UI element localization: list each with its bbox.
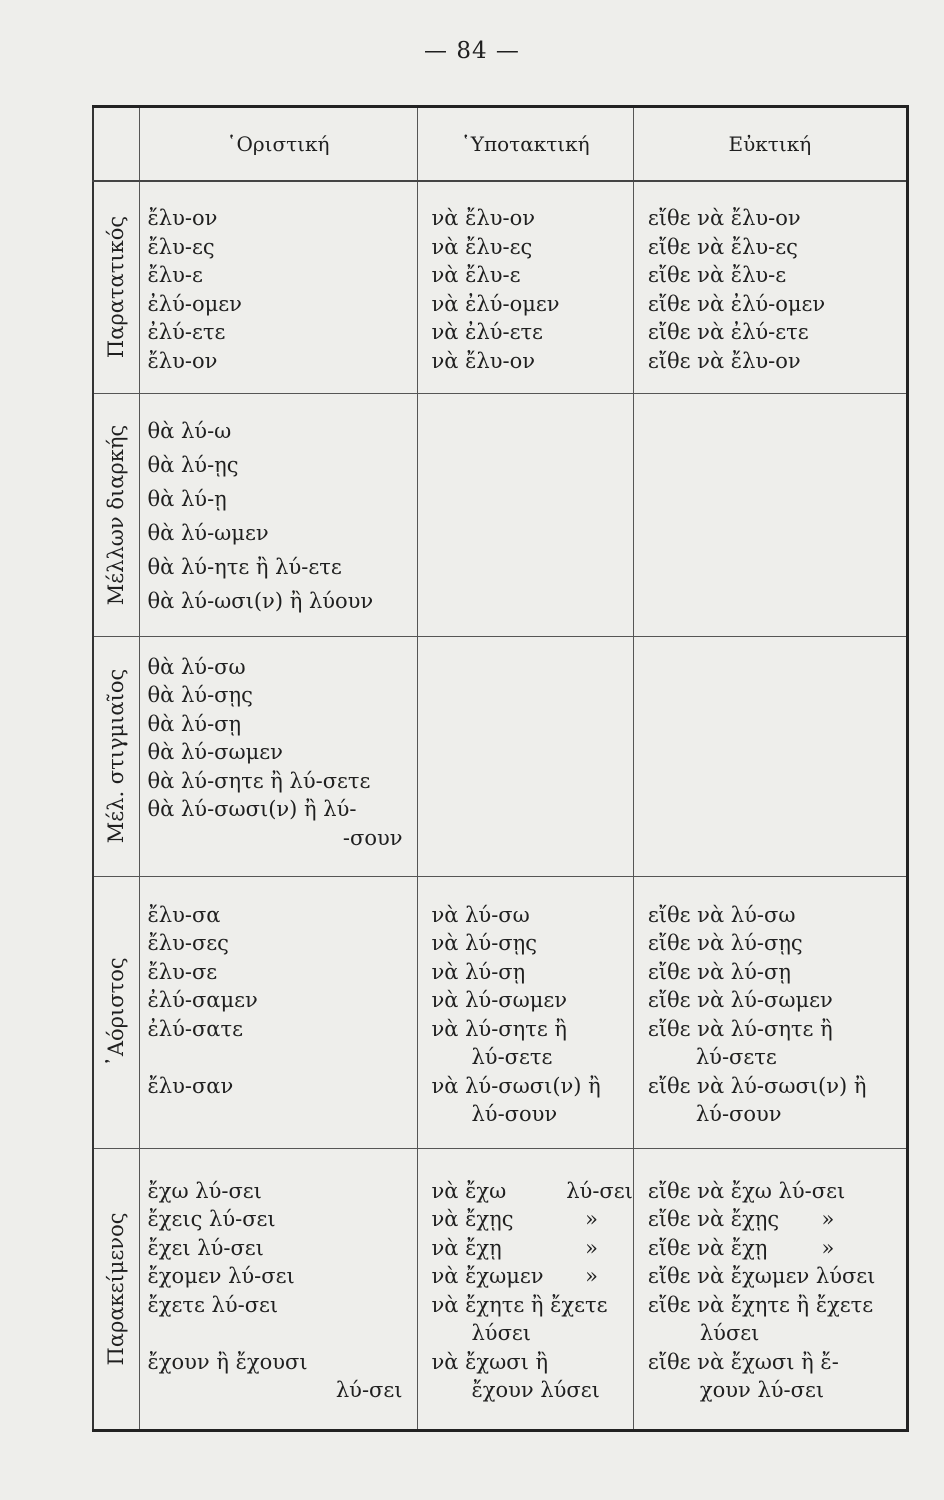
form-line: ἔλυ-ες [147,234,215,259]
tense-label-future-momentary: Μέλ. στιγμιαῖος [104,668,129,844]
subjunctive-cell-empty [417,636,633,876]
form-line: ἔχεις λύ-σει [147,1207,276,1231]
ditto-mark: » [821,1207,835,1231]
form-line [432,1262,633,1291]
form-line: θὰ λύ-ωσι(ν) ἢ λύουν [147,588,374,613]
form-line: εἴθε νὰ λύ-σωσι(ν) ἢ [647,1073,867,1098]
row-label-cell [93,393,139,636]
subjunctive-cell [417,876,633,1148]
form-line: εἴθε νὰ ἔχωμεν λύσει [647,1264,876,1288]
form-line: λύ-σει [335,1378,403,1402]
optative-cell [633,1148,907,1430]
form-line: εἴθε νὰ λύ-σητε ἢ [647,1016,833,1041]
row-future-continuous [93,393,907,636]
indicative-cell [139,876,417,1148]
form-line: ἔχομεν λύ-σει [147,1264,295,1288]
form-line: ἔλυ-σες [147,931,229,955]
ditto-mark: » [585,1264,598,1288]
form-line: ἔλυ-ον [147,348,218,373]
form-line: νὰ ἔχωσι ἢ [431,1349,549,1374]
form-line [432,1205,633,1234]
form-line: εἴθε νὰ ἔλυ-ον [647,206,801,230]
form-line: θὰ λύ-σητε ἢ λύ-σετε [147,768,371,793]
indicative-cell [139,636,417,876]
optative-cell [633,876,907,1148]
form-line: λύσει [471,1321,532,1345]
form-line: λύ-σετε [695,1045,777,1069]
form-line: νὰ ἔλυ-ες [431,234,533,259]
form-line: ἔλυ-ον [147,206,218,230]
tense-label-perfect: Παρακείμενος [104,1212,129,1365]
row-label-cell [93,181,139,393]
row-future-momentary [93,636,907,876]
subjunctive-cell-empty [417,393,633,636]
form-line: νὰ λύ-σω [431,902,530,927]
form-line: νὰ ἔχητε ἢ ἔχετε [431,1292,608,1317]
form-text: νὰ ἔχω [431,1178,507,1203]
form-line [648,1205,906,1234]
form-line: θὰ λύ-ῃς [147,452,239,477]
form-line: ἔχω λύ-σει [147,1178,262,1203]
form-line: εἴθε νὰ ἔχωσι ἢ ἔ- [647,1349,839,1374]
optative-cell [633,181,907,393]
ditto-mark: » [821,1235,835,1260]
form-line: νὰ ἔλυ-ον [431,206,535,230]
form-line: θὰ λύ-σῃ [147,711,242,736]
header-optative: Εὐκτική [633,107,907,182]
form-line: θὰ λύ-σωσι(ν) ἢ λύ- [147,797,357,821]
form-line: θὰ λύ-σω [147,654,246,679]
optative-cell-empty [633,636,907,876]
form-line: θὰ λύ-σωμεν [147,740,283,764]
form-line: ἔλυ-σαν [147,1073,234,1098]
form-text: εἴθε νὰ ἔχῃ [647,1235,768,1260]
form-line: εἴθε νὰ λύ-σῃς [647,931,803,955]
form-line: νὰ ἔλυ-ε [431,263,521,287]
form-text: νὰ ἔχῃ [431,1235,502,1260]
ditto-mark: » [585,1235,598,1260]
form-line: εἴθε νὰ ἐλύ-ομεν [647,291,826,316]
row-label-cell [93,636,139,876]
form-line: νὰ λύ-σητε ἢ [431,1016,567,1041]
form-line: λύ-σουν [471,1102,558,1126]
form-line: νὰ ἐλύ-ομεν [431,291,560,316]
form-line [148,1043,417,1072]
indicative-cell [139,181,417,393]
form-line: λύσει [699,1321,760,1345]
form-line: νὰ λύ-σῃς [431,931,537,955]
row-label-cell [93,876,139,1148]
tense-label-aorist: ᾽Αόριστος [104,957,129,1067]
row-aorist [93,876,907,1148]
form-line: ἔχετε λύ-σει [147,1292,279,1317]
tense-label-imperfect: Παρατατικός [104,216,129,359]
form-line: εἴθε νὰ ἔχω λύ-σει [647,1178,846,1203]
form-line [432,1234,633,1263]
form-line [648,1234,906,1263]
form-line: θὰ λύ-ῃ [147,486,227,511]
form-line: νὰ ἐλύ-ετε [431,320,543,344]
form-text: λύ-σει [566,1178,633,1203]
form-line: ἔχουν λύσει [471,1378,600,1402]
form-line: ἔχει λύ-σει [147,1235,264,1260]
form-line: νὰ λύ-σωσι(ν) ἢ [431,1073,601,1098]
form-line: ἔλυ-ε [147,263,203,287]
optative-cell-empty [633,393,907,636]
indicative-cell [139,393,417,636]
form-line: ἐλύ-ομεν [147,291,242,316]
form-line: εἴθε νὰ λύ-σῃ [647,959,791,984]
conjugation-table [92,105,909,1432]
form-line: λύ-σουν [695,1102,782,1126]
form-text: εἴθε νὰ ἔχῃς [647,1207,780,1231]
form-line: νὰ λύ-σωμεν [431,988,568,1012]
form-line: εἴθε νὰ λύ-σωμεν [647,988,833,1012]
form-text: νὰ ἔχῃς [431,1207,514,1231]
form-line: ἐλύ-σαμεν [147,988,258,1012]
header-indicative: ῾Οριστική [139,107,417,182]
header-subjunctive: ῾Υποτακτική [417,107,633,182]
corner-cell [93,107,139,182]
form-line: -σουν [342,825,403,850]
form-line: θὰ λύ-ω [147,418,232,443]
subjunctive-cell [417,1148,633,1430]
form-line: εἴθε νὰ ἔχητε ἢ ἔχετε [647,1292,874,1317]
form-line: εἴθε νὰ ἔλυ-ον [647,348,801,373]
form-line: ἐλύ-σατε [147,1016,243,1041]
tense-label-future-continuous: Μέλλων διαρκής [104,424,129,605]
form-line: εἴθε νὰ ἔλυ-ε [647,263,787,287]
form-line: χουν λύ-σει [699,1378,825,1402]
form-line: εἴθε νὰ ἐλύ-ετε [647,320,809,344]
form-line: θὰ λύ-σῃς [147,683,253,707]
row-imperfect [93,181,907,393]
form-line: ἔχουν ἢ ἔχουσι [147,1349,308,1374]
form-line: θὰ λύ-ωμεν [147,520,269,545]
form-text: νὰ ἔχωμεν [431,1264,544,1288]
form-line: λύ-σετε [471,1045,553,1069]
form-line: ἐλύ-ετε [147,320,226,344]
header-row [93,107,907,182]
indicative-cell [139,1148,417,1430]
row-perfect [93,1148,907,1430]
subjunctive-cell [417,181,633,393]
form-line: θὰ λύ-ητε ἢ λύ-ετε [147,554,342,579]
page-number: — 84 — [424,38,520,64]
form-line: ἔλυ-σε [147,959,218,984]
form-line: νὰ λύ-σῃ [431,959,526,984]
form-line: νὰ ἔλυ-ον [431,348,535,373]
form-line [148,1319,417,1348]
form-line: ἔλυ-σα [147,902,221,927]
form-line: εἴθε νὰ λύ-σω [647,902,796,927]
form-line [432,1177,633,1206]
ditto-mark: » [585,1207,598,1231]
form-line: εἴθε νὰ ἔλυ-ες [647,234,798,259]
row-label-cell [93,1148,139,1430]
